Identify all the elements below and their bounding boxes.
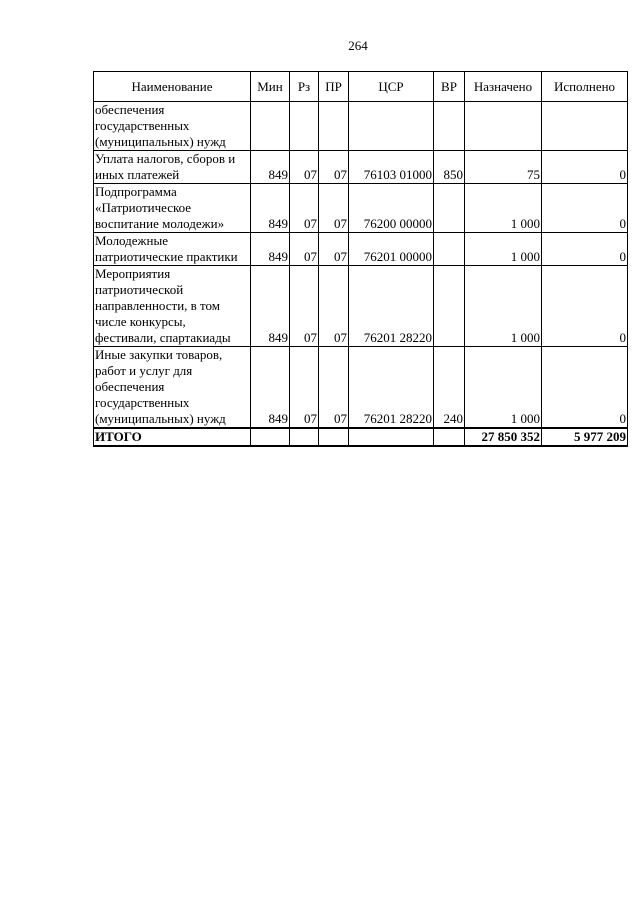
row-vr: [434, 266, 465, 347]
header-assigned: Назначено: [465, 72, 542, 102]
table-row: [94, 102, 628, 151]
total-assigned: 27 850 352: [465, 428, 542, 446]
total-empty-cell: [251, 428, 290, 446]
page-number: 264: [348, 38, 368, 53]
row-csr: 76201 28220: [349, 347, 434, 429]
row-vr: 850: [434, 151, 465, 184]
total-empty-cell: [319, 428, 349, 446]
row-min: 849: [251, 347, 290, 429]
table-row: [94, 347, 628, 429]
row-rz: 07: [290, 266, 319, 347]
row-name: Мероприятия патриотической направленности, в том числе конкурсы, фестивали, спартакиады: [94, 266, 251, 347]
table-row: [94, 266, 628, 347]
row-name: обеспечения государственных (муниципальных) нужд: [94, 102, 251, 151]
row-vr: 240: [434, 347, 465, 429]
row-assigned: [465, 102, 542, 151]
row-executed: 0: [542, 151, 628, 184]
table-row: [94, 184, 628, 233]
total-empty-cell: [434, 428, 465, 446]
row-executed: [542, 102, 628, 151]
row-assigned: 1 000: [465, 266, 542, 347]
row-pr: [319, 102, 349, 151]
total-label: ИТОГО: [94, 428, 251, 446]
row-pr: 07: [319, 233, 349, 266]
row-vr: [434, 184, 465, 233]
row-assigned: 75: [465, 151, 542, 184]
row-pr: 07: [319, 347, 349, 429]
budget-table: [93, 71, 628, 447]
header-rz: Рз: [290, 72, 319, 102]
row-executed: 0: [542, 184, 628, 233]
table-row: [94, 151, 628, 184]
row-csr: 76201 28220: [349, 266, 434, 347]
row-assigned: 1 000: [465, 184, 542, 233]
row-min: [251, 102, 290, 151]
header-min: Мин: [251, 72, 290, 102]
row-vr: [434, 102, 465, 151]
table-row: [94, 233, 628, 266]
row-vr: [434, 233, 465, 266]
row-name: Подпрограмма «Патриотическое воспитание молодежи»: [94, 184, 251, 233]
row-min: 849: [251, 151, 290, 184]
total-empty-cell: [349, 428, 434, 446]
row-executed: 0: [542, 233, 628, 266]
row-executed: 0: [542, 347, 628, 429]
row-csr: 76103 01000: [349, 151, 434, 184]
row-min: 849: [251, 233, 290, 266]
row-rz: 07: [290, 151, 319, 184]
header-row: [94, 72, 628, 102]
header-executed: Исполнено: [542, 72, 628, 102]
row-rz: [290, 102, 319, 151]
row-name: Иные закупки товаров, работ и услуг для обеспечения государственных (муниципальных) нужд: [94, 347, 251, 429]
header-vr: ВР: [434, 72, 465, 102]
row-executed: 0: [542, 266, 628, 347]
row-name: Молодежные патриотические практики: [94, 233, 251, 266]
row-rz: 07: [290, 347, 319, 429]
row-csr: 76200 00000: [349, 184, 434, 233]
row-assigned: 1 000: [465, 347, 542, 429]
row-rz: 07: [290, 184, 319, 233]
header-pr: ПР: [319, 72, 349, 102]
row-pr: 07: [319, 151, 349, 184]
row-min: 849: [251, 184, 290, 233]
row-csr: 76201 00000: [349, 233, 434, 266]
row-pr: 07: [319, 266, 349, 347]
header-csr: ЦСР: [349, 72, 434, 102]
row-pr: 07: [319, 184, 349, 233]
total-executed: 5 977 209: [542, 428, 628, 446]
row-name: Уплата налогов, сборов и иных платежей: [94, 151, 251, 184]
total-row: [94, 428, 628, 446]
row-rz: 07: [290, 233, 319, 266]
header-name: Наименование: [94, 72, 251, 102]
total-empty-cell: [290, 428, 319, 446]
row-assigned: 1 000: [465, 233, 542, 266]
row-csr: [349, 102, 434, 151]
row-min: 849: [251, 266, 290, 347]
